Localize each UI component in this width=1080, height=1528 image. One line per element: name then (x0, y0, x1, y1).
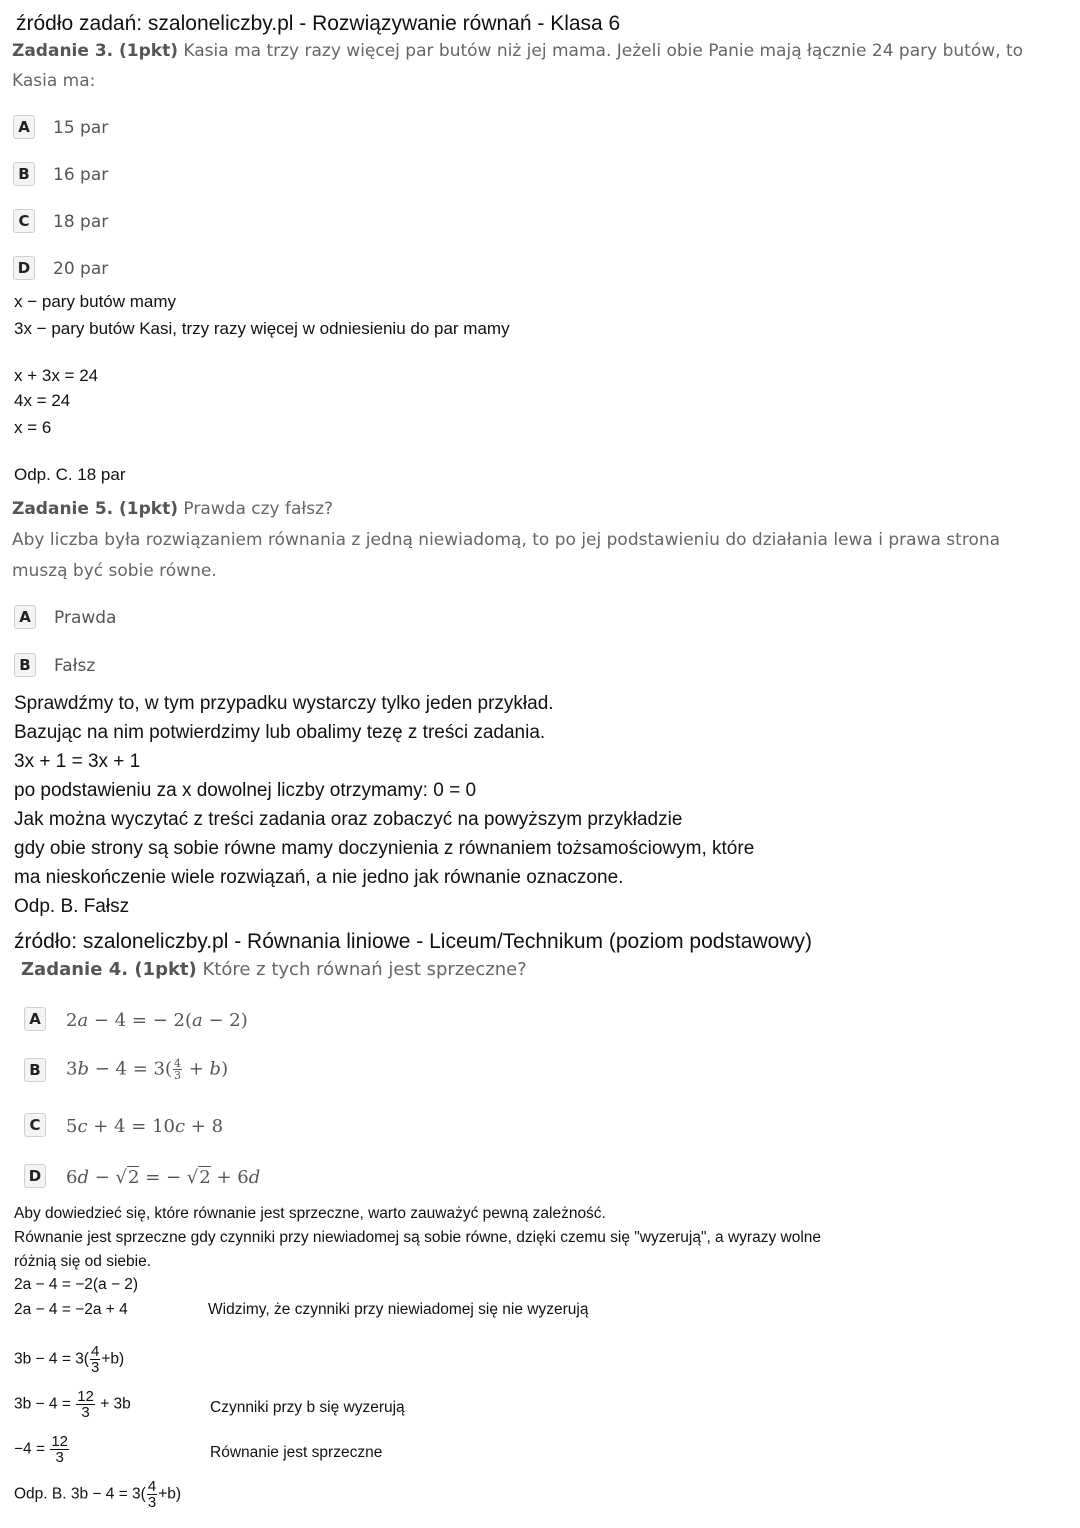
solution-line: Jak można wyczytać z treści zadania oraz zobaczyć na powyższym przykładzie (14, 809, 683, 830)
task-text (12, 41, 1023, 61)
answer-line: Odp. C. 18 par (14, 465, 126, 484)
solution-line: gdy obie strony są sobie równe mamy doczynienia z równaniem tożsamościowym, które (14, 838, 755, 859)
task-text-line: Aby liczba była rozwiązaniem równania z jedną niewiadomą, to po jej podstawieniu do działania lewa i prawa strona (12, 530, 1001, 550)
fraction: $\frac{12}{3}$ (77, 1388, 94, 1421)
solution-line: Równanie jest sprzeczne gdy czynniki przy niewiadomej są sobie równe, dzięki czemu się "wyzerują", a wyrazy wolne (14, 1229, 822, 1246)
task-title: Które z tych równań jest sprzeczne? (202, 959, 527, 980)
solution-line: x + 3x = 24 (14, 366, 99, 385)
solution-equation: 2a − 4 = −2a + 4 (14, 1301, 128, 1318)
fraction: $\frac{12}{3}$ (51, 1433, 69, 1466)
solution-equation: 3b − 4 = 3( $\frac{4}{3}$ +b) (14, 1343, 125, 1376)
option-letter: B (24, 1058, 46, 1082)
option-letter: C (24, 1113, 46, 1137)
solution-line: Sprawdźmy to, w tym przypadku wystarczy tylko jeden przykład. (14, 693, 554, 714)
fraction: $\frac{4}{3}$ (147, 1478, 157, 1511)
solution-note: Równanie jest sprzeczne (210, 1444, 383, 1461)
task-heading: Zadanie 3. (1pkt) (12, 41, 178, 61)
option-letter: C (13, 209, 35, 233)
task-heading: Zadanie 4. (1pkt) (21, 959, 197, 980)
option-equation: 6d − √2 = − √2 + 6d (66, 1167, 261, 1188)
task-text-line: Kasia ma trzy razy więcej par butów niż jej mama. Jeżeli obie Panie mają łącznie 24 pary butów, to (183, 41, 1024, 61)
option-text: 20 par (53, 259, 109, 279)
solution-line: po podstawieniu za x dowolnej liczby otrzymamy: 0 = 0 (14, 780, 477, 801)
answer-line: Odp. B. Fałsz (14, 896, 130, 917)
option-letter: B (14, 653, 36, 677)
solution-line: 3x + 1 = 3x + 1 (14, 751, 141, 772)
solution-line: ma nieskończenie wiele rozwiązań, a nie jedno jak równanie oznaczone. (14, 867, 624, 888)
solution-line: x = 6 (14, 418, 52, 437)
solution-line: x − pary butów mamy (14, 292, 177, 311)
option-letter: D (13, 256, 35, 280)
option-text: 18 par (53, 212, 109, 232)
option-letter: A (13, 115, 35, 139)
task-text-line: muszą być sobie równe. (12, 561, 217, 581)
option-text: Prawda (54, 608, 117, 628)
option-letter: A (24, 1007, 46, 1031)
solution-note: Czynniki przy b się wyzerują (210, 1399, 405, 1416)
solution-line: różnią się od siebie. (14, 1253, 151, 1270)
solution-equation: 3b − 4 = $\frac{12}{3}$ + 3b (14, 1388, 131, 1421)
option-text: 15 par (53, 118, 109, 138)
option-text: 16 par (53, 165, 109, 185)
task-heading: Zadanie 5. (1pkt) (12, 499, 178, 519)
option-letter: D (24, 1164, 46, 1188)
option-equation: 3b − 4 = 3( $\frac{4}{3}$ + b) (66, 1057, 229, 1082)
option-letter: A (14, 605, 36, 629)
source-line: źródło zadań: szaloneliczby.pl - Rozwiązywanie równań - Klasa 6 (16, 12, 621, 35)
solution-line: Aby dowiedzieć się, które równanie jest sprzeczne, warto zauważyć pewną zależność. (14, 1205, 606, 1222)
solution-line: 4x = 24 (14, 391, 71, 410)
solution-line: 3x − pary butów Kasi, trzy razy więcej w odniesieniu do par mamy (14, 319, 510, 338)
fraction: $\frac{4}{3}$ (90, 1343, 100, 1376)
source-line: źródło: szaloneliczby.pl - Równania liniowe - Liceum/Technikum (poziom podstawowy) (14, 930, 812, 953)
option-equation: 2a − 4 = − 2(a − 2) (66, 1010, 248, 1031)
solution-equation: 2a − 4 = −2(a − 2) (14, 1276, 139, 1293)
fraction: $\frac{4}{3}$ (173, 1057, 181, 1082)
task-title: Prawda czy fałsz? (183, 499, 334, 519)
solution-note: Widzimy, że czynniki przy niewiadomej się nie wyzerują (208, 1301, 589, 1318)
option-equation: 5c + 4 = 10c + 8 (66, 1116, 224, 1137)
solution-equation: −4 = $\frac{12}{3}$ (14, 1433, 69, 1466)
task-text (12, 499, 333, 519)
option-text: Fałsz (54, 656, 96, 676)
option-letter: B (13, 162, 35, 186)
answer-line: Odp. B. 3b − 4 = 3( $\frac{4}{3}$ +b) (14, 1478, 182, 1511)
task-text (21, 959, 527, 980)
solution-line: Bazując na nim potwierdzimy lub obalimy tezę z treści zadania. (14, 722, 546, 743)
task-text-line: Kasia ma: (12, 71, 96, 91)
